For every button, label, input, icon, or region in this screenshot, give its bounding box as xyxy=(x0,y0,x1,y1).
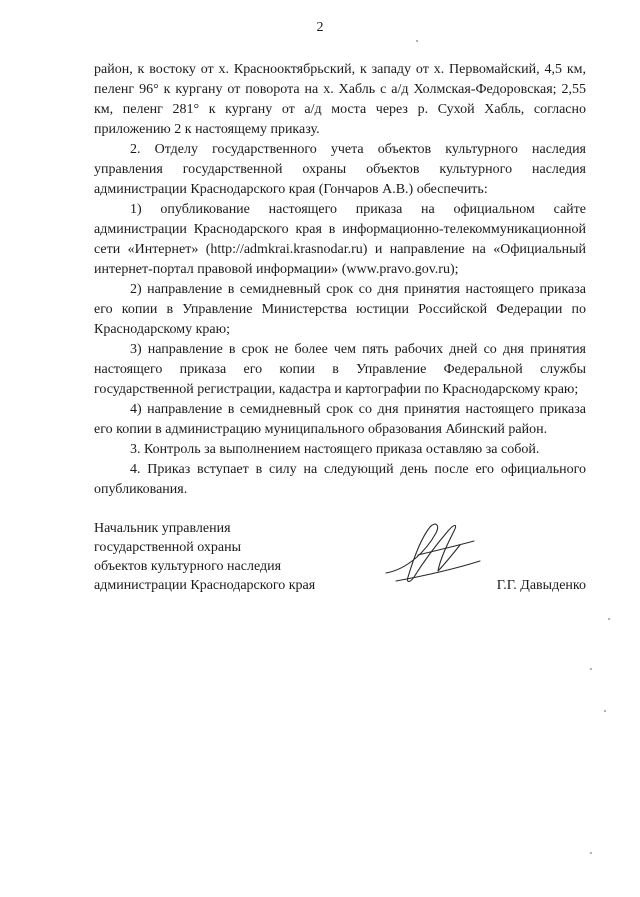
signer-title-line: объектов культурного наследия xyxy=(94,559,282,574)
scan-speck xyxy=(416,40,418,42)
scan-speck xyxy=(590,852,592,854)
document-body xyxy=(94,60,586,500)
signer-title-line: Начальник управления xyxy=(94,521,231,536)
signer-title xyxy=(94,519,354,595)
paragraph-subitem-2: 2) направление в семидневный срок со дня принятия настоящего приказа его копии в Управление Министерства юстиции Российской Федерации по Краснодарскому краю; xyxy=(94,282,586,337)
paragraph-item-2: 2. Отделу государственного учета объектов культурного наследия управления государственной охраны объектов культурного наследия администрации Краснодарского края (Гончаров А.В.) обеспечить: xyxy=(94,142,586,197)
paragraph-subitem-1: 1) опубликование настоящего приказа на официальном сайте администрации Краснодарского края в информационно-телекоммуникационной сети «Интернет» (http://admkrai.krasnodar.ru) и направление на «Официальный интернет-портал правовой информации» (www.pravo.gov.ru); xyxy=(94,202,586,277)
paragraph-item-4: 4. Приказ вступает в силу на следующий день после его официального опубликования. xyxy=(94,462,586,497)
paragraph-item-3: 3. Контроль за выполнением настоящего приказа оставляю за собой. xyxy=(130,442,540,457)
signature-block xyxy=(94,519,586,599)
signer-title-line: государственной охраны xyxy=(94,540,242,555)
scan-speck xyxy=(604,710,606,712)
scan-speck xyxy=(608,618,610,620)
paragraph-continuation: район, к востоку от х. Краснооктябрьский, к западу от х. Первомайский, 4,5 км, пеленг 96° к кургану от поворота на х. Хабль с а/д Холмская-Федоровская; 2,55 км, пеленг 281° к кургану от а/д моста через р. Сухой Хабль, согласно приложению 2 к настоящему приказу. xyxy=(94,62,586,137)
scan-speck xyxy=(590,668,592,670)
page-number: 2 xyxy=(316,20,324,35)
signer-name: Г.Г. Давыденко xyxy=(496,578,586,593)
paragraph-subitem-4: 4) направление в семидневный срок со дня принятия настоящего приказа его копии в администрацию муниципального образования Абинский район. xyxy=(94,402,586,437)
paragraph-subitem-3: 3) направление в срок не более чем пять рабочих дней со дня принятия настоящего приказа его копии в Управление Федеральной службы государственной регистрации, кадастра и картографии по Краснодарскому краю; xyxy=(94,342,586,397)
handwritten-signature-icon xyxy=(378,511,488,591)
signer-title-line: администрации Краснодарского края xyxy=(94,578,316,593)
